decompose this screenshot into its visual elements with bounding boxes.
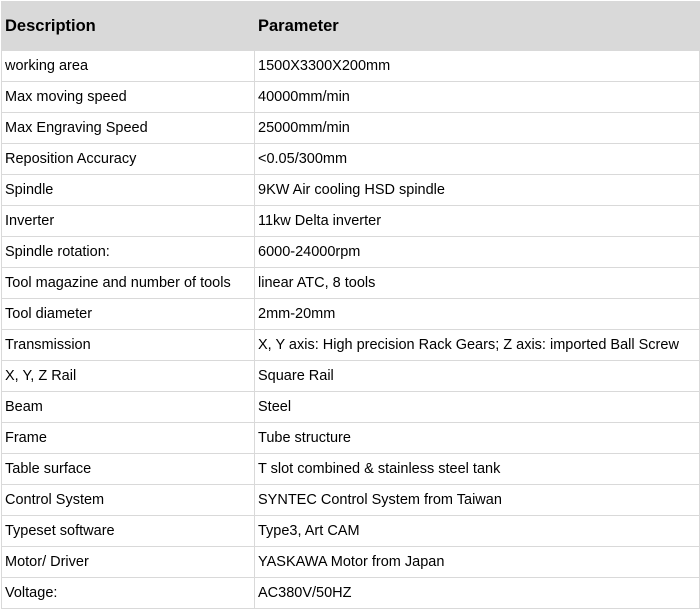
row-description-cell: Control System <box>2 485 255 516</box>
header-description: Description <box>2 2 255 51</box>
row-parameter-cell: 11kw Delta inverter <box>255 206 700 237</box>
row-description-cell: X, Y, Z Rail <box>2 361 255 392</box>
row-parameter-cell: 9KW Air cooling HSD spindle <box>255 175 700 206</box>
table-row <box>2 175 700 206</box>
spec-table <box>1 1 700 609</box>
row-parameter-cell: 2mm-20mm <box>255 299 700 330</box>
row-description-cell: working area <box>2 51 255 82</box>
row-parameter-cell: AC380V/50HZ <box>255 578 700 609</box>
row-description-cell: Spindle <box>2 175 255 206</box>
row-parameter-cell: 40000mm/min <box>255 82 700 113</box>
table-row <box>2 330 700 361</box>
table-row <box>2 578 700 609</box>
table-row <box>2 206 700 237</box>
row-description-cell: Inverter <box>2 206 255 237</box>
table-row <box>2 516 700 547</box>
spec-table-body <box>2 51 700 609</box>
row-description-cell: Motor/ Driver <box>2 547 255 578</box>
table-row <box>2 237 700 268</box>
table-row <box>2 485 700 516</box>
row-description-cell: Frame <box>2 423 255 454</box>
table-row <box>2 144 700 175</box>
table-row <box>2 51 700 82</box>
row-parameter-cell: Type3, Art CAM <box>255 516 700 547</box>
header-row <box>2 2 700 51</box>
row-parameter-cell: T slot combined & stainless steel tank <box>255 454 700 485</box>
row-parameter-cell: 6000-24000rpm <box>255 237 700 268</box>
row-parameter-cell: Tube structure <box>255 423 700 454</box>
table-row <box>2 547 700 578</box>
row-parameter-cell: linear ATC, 8 tools <box>255 268 700 299</box>
table-row <box>2 454 700 485</box>
row-parameter-cell: Steel <box>255 392 700 423</box>
row-parameter-cell: 1500X3300X200mm <box>255 51 700 82</box>
table-row <box>2 299 700 330</box>
row-description-cell: Max Engraving Speed <box>2 113 255 144</box>
table-row <box>2 113 700 144</box>
table-row <box>2 392 700 423</box>
row-parameter-cell: <0.05/300mm <box>255 144 700 175</box>
row-description-cell: Table surface <box>2 454 255 485</box>
row-description-cell: Transmission <box>2 330 255 361</box>
row-description-cell: Spindle rotation: <box>2 237 255 268</box>
row-description-cell: Tool magazine and number of tools <box>2 268 255 299</box>
row-description-cell: Reposition Accuracy <box>2 144 255 175</box>
table-row <box>2 268 700 299</box>
table-row <box>2 361 700 392</box>
row-parameter-cell: SYNTEC Control System from Taiwan <box>255 485 700 516</box>
row-parameter-cell: Square Rail <box>255 361 700 392</box>
row-description-cell: Tool diameter <box>2 299 255 330</box>
row-parameter-cell: YASKAWA Motor from Japan <box>255 547 700 578</box>
table-row <box>2 423 700 454</box>
row-parameter-cell: X, Y axis: High precision Rack Gears; Z axis: imported Ball Screw <box>255 330 700 361</box>
row-parameter-cell: 25000mm/min <box>255 113 700 144</box>
row-description-cell: Max moving speed <box>2 82 255 113</box>
row-description-cell: Beam <box>2 392 255 423</box>
table-row <box>2 82 700 113</box>
header-parameter: Parameter <box>255 2 700 51</box>
row-description-cell: Voltage: <box>2 578 255 609</box>
row-description-cell: Typeset software <box>2 516 255 547</box>
